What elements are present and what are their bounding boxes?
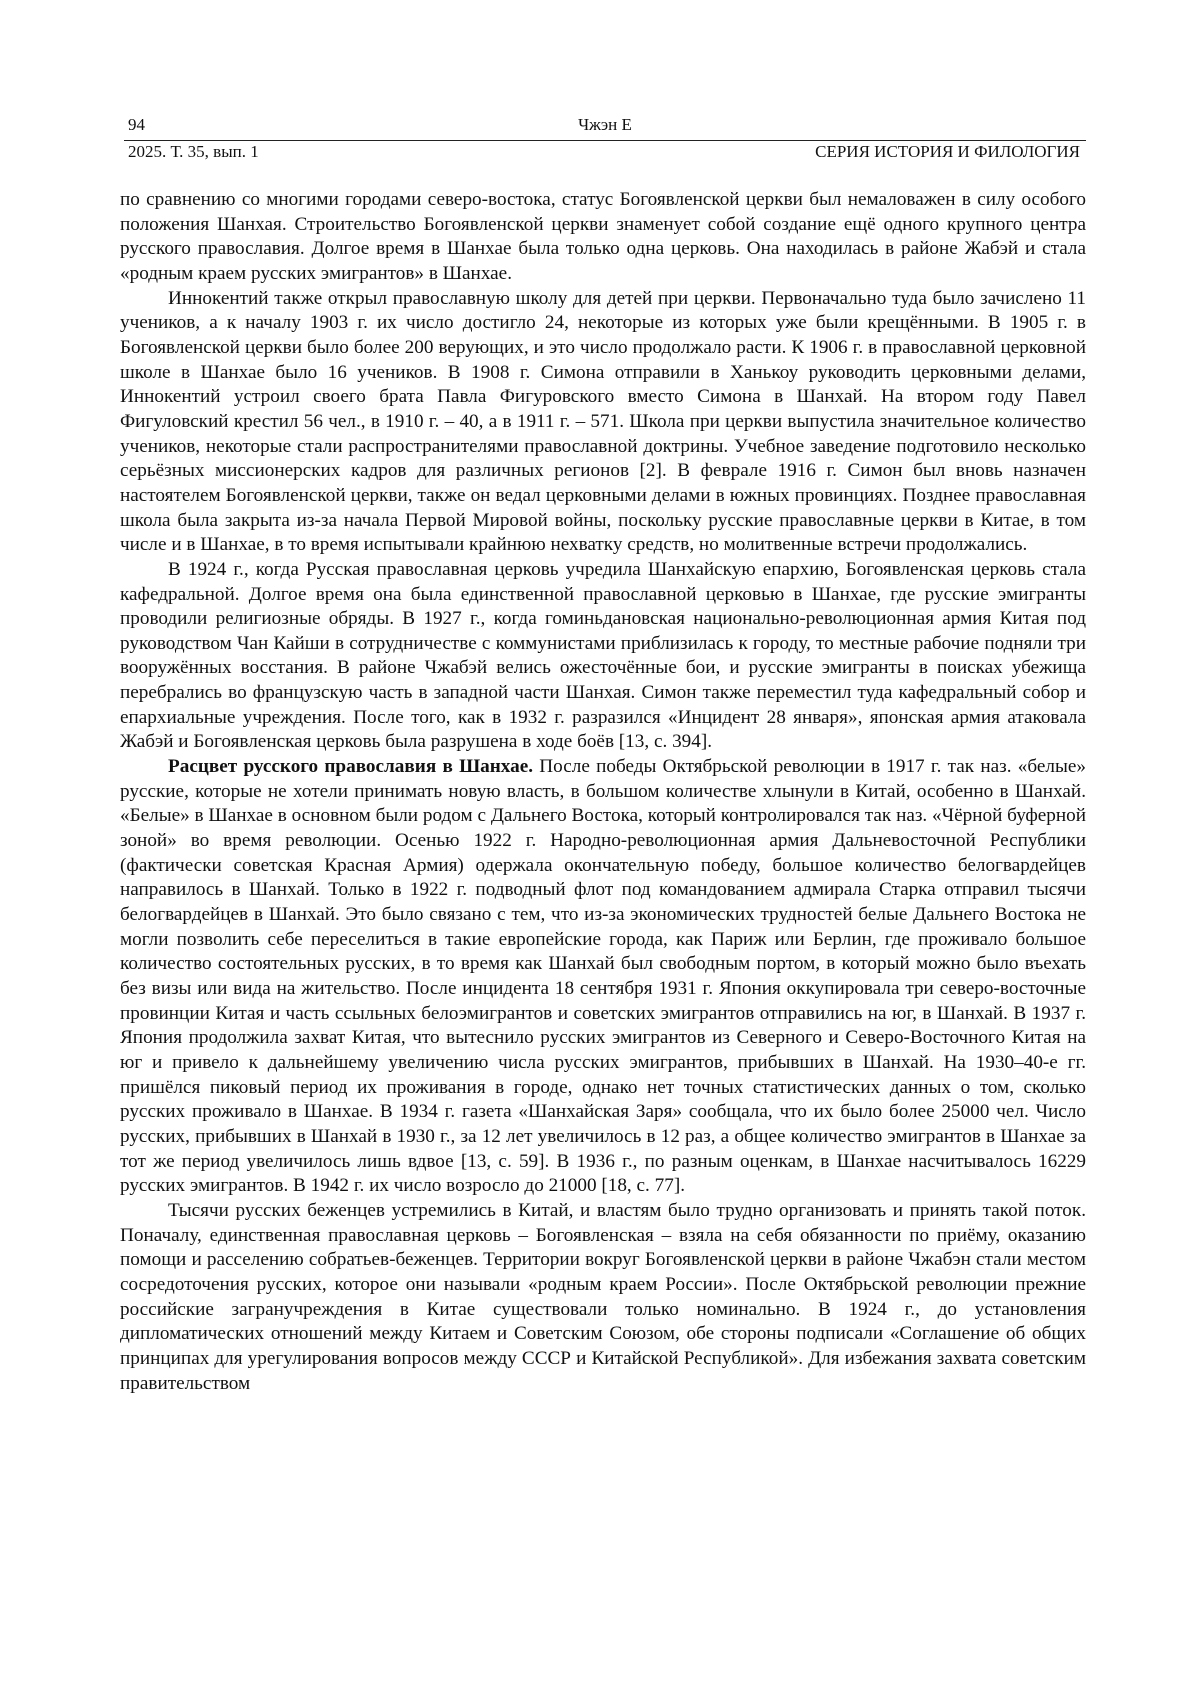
paragraph-continuation: по сравнению со многими городами северо-востока, статус Богоявленской церкви был немаловажен в силу особого положения Шанхая. Строительство Богоявленской церкви знаменует собой создание ещё одного крупного центра русского православия. Долгое время в Шанхае была только одна церковь. Она находилась в районе Жабэй и стала «родным краем русских эмигрантов» в Шанхае. (120, 188, 1086, 287)
running-header (124, 115, 1086, 139)
header-divider (124, 140, 1086, 141)
journal-info (124, 142, 1086, 166)
paragraph-flourishing-text: После победы Октябрьской революции в 1917 г. так наз. «белые» русские, которые не хотели принимать новую власть, в большом количестве хлынули в Китай, особенно в Шанхай. «Белые» в Шанхае в основном были родом с Дальнего Востока, который контролировался так наз. «Чёрной буферной зоной» во время революции. Осенью 1922 г. Народно-революционная армия Дальневосточной Республики (фактически советская Красная Армия) одержала окончательную победу, большое количество белогвардейцев направилось в Шанхай. Только в 1922 г. подводный флот под командованием адмирала Старка отправил тысячи белогвардейцев в Шанхай. Это было связано с тем, что из-за экономических трудностей белые Дальнего Востока не могли позволить себе переселиться в такие европейские города, как Париж или Берлин, где проживало большое количество состоятельных русских, в то время как Шанхай был свободным портом, в который можно было въехать без визы или вида на жительство. После инцидента 18 сентября 1931 г. Япония оккупировала три северо-восточные провинции Китая и часть ссыльных белоэмигрантов и советских эмигрантов отправились на юг, в Шанхай. В 1937 г. Япония продолжила захват Китая, что вытеснило русских эмигрантов из Северного и Северо-Восточного Китая на юг и привело к дальнейшему увеличению числа русских эмигрантов, прибывших в Шанхай. На 1930–40-е гг. пришёлся пиковый период их проживания в городе, однако нет точных статистических данных о том, сколько русских проживало в Шанхае. В 1934 г. газета «Шанхайская Заря» сообщала, что их было более 25000 чел. Число русских, прибывших в Шанхай в 1930 г., за 12 лет увеличилось в 12 раз, а общее количество эмигрантов в Шанхае за тот же период увеличилось лишь вдвое [13, с. 59]. В 1936 г., по разным оценкам, в Шанхае насчитывалось 16229 русских эмигрантов. В 1942 г. их число возросло до 21000 [18, с. 77]. (120, 756, 1086, 1196)
running-author: Чжэн Е (124, 115, 1086, 135)
journal-series: СЕРИЯ ИСТОРИЯ И ФИЛОЛОГИЯ (815, 142, 1080, 162)
section-heading: Расцвет русского православия в Шанхае. (168, 756, 533, 777)
journal-issue: 2025. Т. 35, вып. 1 (128, 142, 259, 162)
journal-page (0, 0, 1200, 1698)
paragraph-school: Иннокентий также открыл православную школу для детей при церкви. Первоначально туда было зачислено 11 учеников, а к началу 1903 г. их число достигло 24, некоторые из которых уже были крещёнными. В 1905 г. в Богоявленской церкви было более 200 верующих, и это число продолжало расти. К 1906 г. в православной церковной школе в Шанхае было 16 учеников. В 1908 г. Симона отправили в Ханькоу руководить церковными делами, Иннокентий устроил своего брата Павла Фигуровского вместо Симона в Шанхай. На втором году Павел Фигуловский крестил 56 чел., в 1910 г. – 40, а в 1911 г. – 571. Школа при церкви выпустила значительное количество учеников, некоторые стали распространителями православной доктрины. Учебное заведение подготовило несколько серьёзных миссионерских кадров для различных регионов [2]. В феврале 1916 г. Симон был вновь назначен настоятелем Богоявленской церкви, также он ведал церковными делами в южных провинциях. Позднее православная школа была закрыта из-за начала Первой Мировой войны, поскольку русские православные церкви в Китае, в том числе и в Шанхае, в то время испытывали крайнюю нехватку средств, но молитвенные встречи продолжались. (120, 287, 1086, 558)
paragraph-refugees: Тысячи русских беженцев устремились в Китай, и властям было трудно организовать и принять такой поток. Поначалу, единственная православная церковь – Богоявленская – взяла на себя обязанности по приёму, оказанию помощи и расселению собратьев-беженцев. Территории вокруг Богоявленской церкви в районе Чжабэн стали местом сосредоточения русских, которое они называли «родным краем России». После Октябрьской революции прежние российские загранучреждения в Китае существовали только номинально. В 1924 г., до установления дипломатических отношений между Китаем и Советским Союзом, обе стороны подписали «Соглашение об общих принципах для урегулирования вопросов между СССР и Китайской Республикой». Для избежания захвата советским правительством (120, 1199, 1086, 1396)
paragraph-diocese: В 1924 г., когда Русская православная церковь учредила Шанхайскую епархию, Богоявленская церковь стала кафедральной. Долгое время она была единственной православной церковью в Шанхае, где русские эмигранты проводили религиозные обряды. В 1927 г., когда гоминьдановская национально-революционная армия Китая под руководством Чан Кайши в сотрудничестве с коммунистами приблизилась к городу, то местные рабочие подняли три вооружённых восстания. В районе Чжабэй велись ожесточённые бои, и русские эмигранты в поисках убежища перебрались во французскую часть в западной части Шанхая. Симон также переместил туда кафедральный собор и епархиальные учреждения. После того, как в 1932 г. разразился «Инцидент 28 января», японская армия атаковала Жабэй и Богоявленская церковь была разрушена в ходе боёв [13, с. 394]. (120, 558, 1086, 755)
article-body (120, 188, 1086, 1396)
paragraph-flourishing (120, 755, 1086, 1199)
page-number: 94 (128, 115, 145, 135)
